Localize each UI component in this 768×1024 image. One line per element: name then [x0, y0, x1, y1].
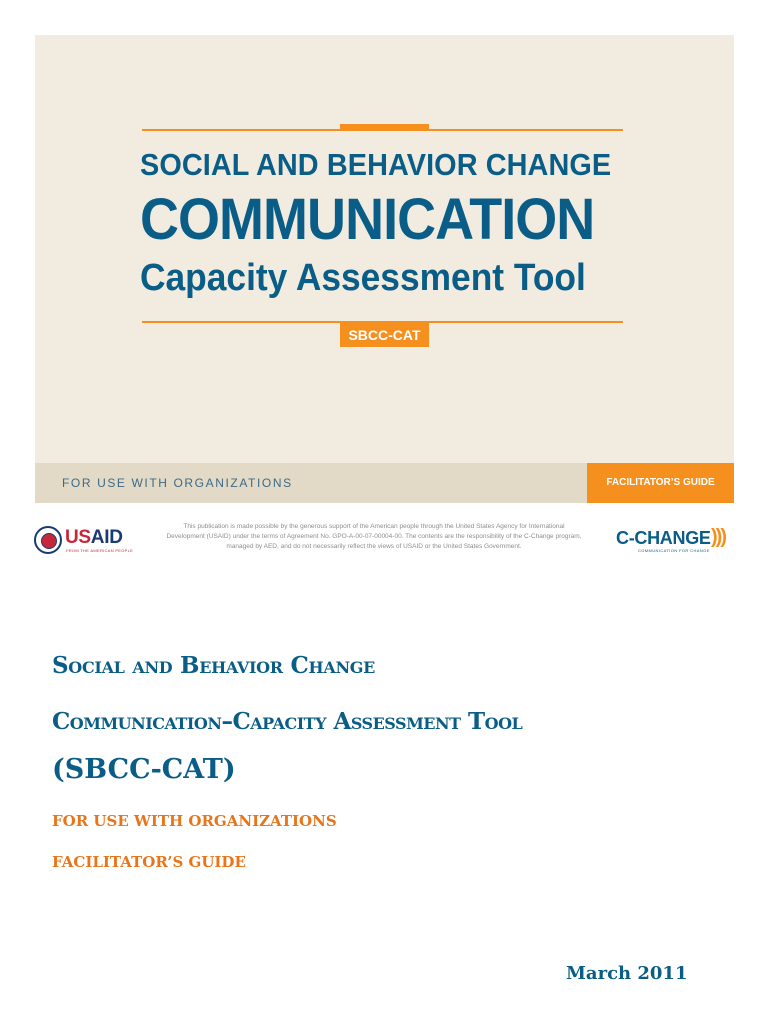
c-change-logo [616, 526, 736, 556]
document-subtitle-organizations: FOR USE WITH ORGANIZATIONS [52, 812, 337, 830]
document-title-line1: Social and Behavior Change [52, 652, 376, 679]
document-title-line3: (SBCC-CAT) [52, 754, 236, 785]
document-subtitle-guide: FACILITATOR’S GUIDE [52, 853, 246, 871]
cover-image [35, 35, 734, 503]
usaid-logo [34, 524, 134, 556]
usaid-wordmark: USAID [65, 527, 123, 548]
usaid-seal-icon [34, 526, 62, 554]
publication-date: March 2011 [566, 963, 688, 984]
signal-waves-icon: ))) [711, 526, 725, 548]
funding-disclaimer: This publication is made possible by the generous support of the American people through the United States Agency for International Development (USAID) under the terms of Agreement No. GPO-A-00-07-00004-00. The contents are the responsibility of the C-Change program, managed by AED, and do not necessarily reflect the views of USAID or the United States Government. [166, 523, 582, 550]
logo-strip [0, 520, 768, 560]
top-rule-accent [340, 124, 429, 130]
cover-bottom-band [35, 463, 734, 503]
document-title-line2: Communication–Capacity Assessment Tool [52, 708, 523, 735]
sbcc-cat-badge: SBCC-CAT [340, 323, 429, 347]
cover-title-line1: SOCIAL AND BEHAVIOR CHANGE [140, 147, 612, 182]
c-change-wordmark: C-CHANGE [616, 528, 711, 548]
facilitators-guide-tab: FACILITATOR’S GUIDE [587, 463, 734, 503]
c-change-tagline: COMMUNICATION FOR CHANGE [638, 548, 710, 553]
cover-title-line2: COMMUNICATION [140, 187, 595, 252]
usaid-tagline: FROM THE AMERICAN PEOPLE [66, 548, 134, 553]
band-label: FOR USE WITH ORGANIZATIONS [62, 476, 293, 490]
cover-title-line3: Capacity Assessment Tool [140, 257, 586, 299]
